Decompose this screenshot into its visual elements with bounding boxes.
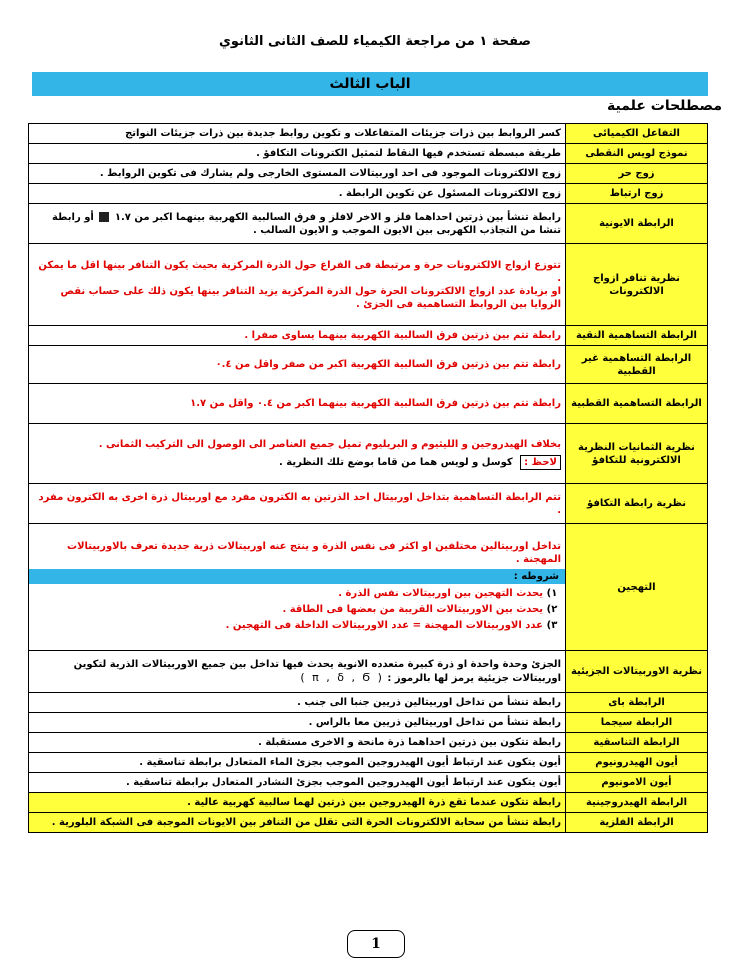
term-cell: الرابطة الايونية [566,204,708,244]
definition-cell: رابطة تتم بين ذرتين فرق السالبية الكهربية بينهما اكبر من ٠.٤ واقل من ١.٧ [29,384,566,424]
page-header: صفحة ١ من مراجعة الكيمياء للصف الثانى الثانوي [219,34,531,49]
definition-cell: كسر الروابط بين ذرات جزيئات المتفاعلات و تكوين روابط جديدة بين ذرات جزيئات النواتج [29,124,566,144]
term-cell: نظرية الاوربيتالات الجزيئية [566,651,708,693]
conditions-title: شروطه : [29,569,565,584]
definition-part: رابطة تنشا من التجاذب الكهربى بين الايون الموجب و الايون السالب . [51,211,561,236]
term-cell: نظرية الثمانيات النظرية الالكترونية للتكافؤ [566,424,708,484]
table-row [29,524,708,651]
table-row [29,713,708,733]
square-marker-icon [99,212,109,222]
term-cell: الرابطة باى [566,693,708,713]
condition-item: ١) يحدث التهجين بين اوربيتالات نفس الذرة . [338,587,558,599]
term-cell: التفاعل الكيميائى [566,124,708,144]
condition-item: ٣) عدد الاوربيتالات المهجنة = عدد الاوربيتالات الداخلة فى التهجين . [225,619,558,631]
definition-cell: رابطة تتم بين ذرتين فرق السالبية الكهربية اكبر من صفر واقل من ٠.٤ [29,346,566,384]
definition-part: او بزيادة عدد ازواج الالكترونات الحرة حول الذرة المركزية يزيد التنافر بينها يكون ذلك على حساب نقص الزوايا بين الروابط التساهمية فى الجزئ . [60,285,561,310]
terms-table [28,123,708,833]
table-row [29,753,708,773]
definition-cell: أيون يتكون عند ارتباط أيون الهيدروجين الموجب بجزئ الماء المتعادل برابطة تناسقية . [29,753,566,773]
table-row [29,813,708,833]
or-label: أو [84,211,94,223]
definition-cell [29,524,566,651]
term-cell: زوج حر [566,164,708,184]
definition-cell: أيون يتكون عند ارتباط أيون الهيدروجين الموجب بجزئ النشادر المتعادل برابطة تناسقية . [29,773,566,793]
note-label: لاحظ : [520,455,561,470]
definition-cell: زوج الالكترونات الموجود فى احد اوربيتالات المستوى الخارجى ولم يشارك فى تكوين الروابط . [29,164,566,184]
term-cell: التهجين [566,524,708,651]
table-row [29,424,708,484]
definition-cell: طريقة مبسطة تستخدم فيها النقاط لتمثيل الكترونات التكافؤ . [29,144,566,164]
table-row [29,346,708,384]
table-row [29,793,708,813]
section-title: مصطلحات علمية [607,98,722,114]
definition-cell [29,424,566,484]
definition-cell [29,204,566,244]
definition-cell: تتم الرابطة التساهمية بتداخل اوربيتال احد الذرتين به الكترون مفرد مع اوربيتال ذرة اخرى به الكترون مفرد . [29,484,566,524]
definition-part: رابطة تنشأ بين ذرتين احداهما فلز و الاخر لافلز و فرق السالبية الكهربية بينهما اكبر من ١.٧ [114,211,561,223]
chapter-title: الباب الثالث [32,72,708,96]
definition-part: الجزئ وحدة واحدة او ذرة كبيرة متعدده الانوية يحدث فيها تداخل بين جميع الاوربيتالات الذرية لتكوين اوربيتالات جزيئية يرمز لها بالرموز : [73,658,561,684]
definition-cell: رابطة تتكون بين ذرتين احداهما ذرة مانحة و الاخرى مستقبلة . [29,733,566,753]
term-cell: الرابطة الهيدروجينية [566,793,708,813]
term-cell: الرابطة التناسقية [566,733,708,753]
page-number: 1 [347,930,405,958]
table-row [29,244,708,326]
table-row [29,484,708,524]
table-row [29,651,708,693]
table-row [29,384,708,424]
table-row [29,326,708,346]
term-cell: الرابطة التساهمية القطبية [566,384,708,424]
table-row [29,733,708,753]
note-line [33,455,561,470]
orbital-symbols: ( π , δ , Ϭ ) [300,670,384,684]
term-cell: نظرية تنافر ازواج الالكترونات [566,244,708,326]
table-row [29,773,708,793]
table-row [29,124,708,144]
term-cell: نموذج لويس النقطى [566,144,708,164]
table-row [29,693,708,713]
table-row [29,204,708,244]
term-cell: الرابطة سيجما [566,713,708,733]
condition-item: ٢) يحدث بين الاوربيتالات القريبة من بعضها فى الطاقة . [282,603,558,615]
definition-cell [29,244,566,326]
term-cell: الرابطة الفلزية [566,813,708,833]
table-row [29,164,708,184]
definition-cell [29,651,566,693]
definition-cell: رابطة تنشأ من تداخل اوربيتالين ذريين جنبا الى جنب . [29,693,566,713]
definition-part: بخلاف الهيدروجين و الليثيوم و البريليوم تميل جميع العناصر الى الوصول الى التركيب الثمانى . [98,438,561,450]
definition-cell: رابطة تتم بين ذرتين فرق السالبية الكهربية بينهما يساوى صفرا . [29,326,566,346]
table-row [29,144,708,164]
note-text: كوسل و لويس هما من قاما بوضع تلك النظرية . [279,456,513,468]
definition-cell: زوج الالكترونات المسئول عن تكوين الرابطة . [29,184,566,204]
table-row [29,184,708,204]
definition-cell: رابطة تتكون عندما تقع ذرة الهيدروجين بين ذرتين لهما سالبية كهربية عالية . [29,793,566,813]
term-cell: الرابطة التساهمية غير القطبية [566,346,708,384]
term-cell: أيون الامونيوم [566,773,708,793]
term-cell: أيون الهيدرونيوم [566,753,708,773]
term-cell: نظرية رابطة التكافؤ [566,484,708,524]
term-cell: الرابطة التساهمية النقية [566,326,708,346]
definition-part: تداخل اوربيتالين مختلفين او اكثر فى نفس الذرة و ينتج عنه اوربيتالات ذرية جديدة تعرف بالاوربيتالات المهجنة . [67,540,561,565]
definition-cell: رابطة تنشأ من سحابة الالكترونات الحرة التى تقلل من التنافر بين الايونات الموجبة فى الشبكة البلورية . [29,813,566,833]
term-cell: زوج ارتباط [566,184,708,204]
definition-part: تتوزع ازواج الالكترونات حرة و مرتبطة فى الفراغ حول الذرة المركزية بحيث يكون التنافر بينها اقل ما يمكن . [38,259,561,284]
definition-cell: رابطة تنشأ من تداخل اوربيتالين ذريين معا بالراس . [29,713,566,733]
